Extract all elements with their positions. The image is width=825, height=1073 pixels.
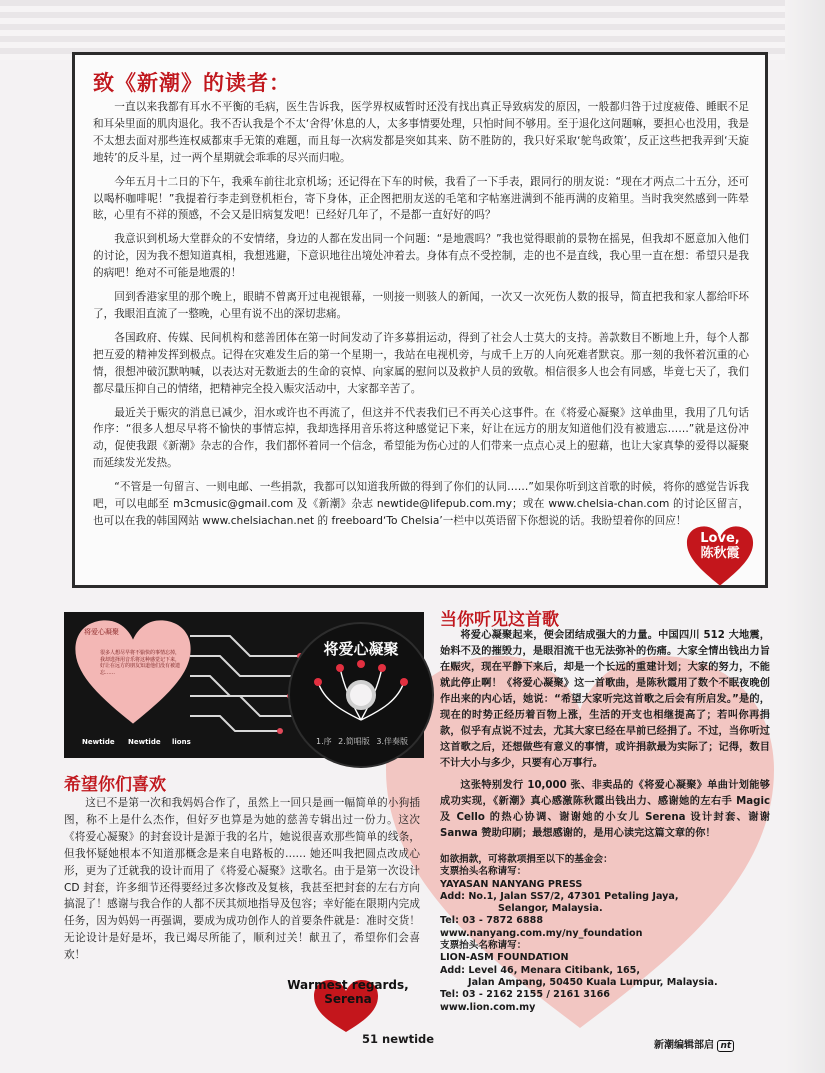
sponsor-logo: lions bbox=[172, 738, 191, 746]
donation-info bbox=[440, 854, 780, 1014]
cd-hole bbox=[346, 680, 376, 710]
letter-signature bbox=[685, 531, 755, 561]
address-line: Add: No.1, Jalan SS7/2, 47301 Petaling Jaya, bbox=[440, 890, 679, 902]
sleeve-label: 将爱心凝聚 bbox=[84, 628, 119, 636]
sleeve-text: 很多人想尽早将不愉快的事情忘掉，我却选择用音乐将这种感觉记下来，好让在远方的朋友知道他们没有被遗忘…… bbox=[100, 650, 181, 676]
cd-track: 1.序 bbox=[315, 737, 332, 746]
cd-track: 3.伴奏版 bbox=[376, 737, 408, 746]
signature-name: Serena bbox=[324, 992, 372, 1006]
right-section-paragraph: 这张特别发行 10,000 张、非卖品的《将爱心凝聚》单曲计划能够成功实现，《新潮》真心感激陈秋霞出钱出力、感谢她的左右手 Magic 及 Cello 的热心协调、谢谢她的小女儿 Serena 设计封套、谢谢 Sanwa 赞助印刷；最想感谢的，是用心读完这篇文章的你！ bbox=[440, 780, 770, 839]
website-link[interactable]: www.lion.com.my bbox=[440, 1001, 536, 1013]
letter-box bbox=[72, 52, 768, 588]
right-section-title: 当你听见这首歌 bbox=[440, 610, 559, 630]
closing-text: 新潮编辑部启 bbox=[654, 1040, 714, 1051]
signature-love: Love, bbox=[700, 531, 740, 546]
letter-paragraph: 今年五月十二日的下午，我乘车前往北京机场；还记得在下车的时候，我看了一下手表，跟同行的朋友说：“现在才两点二十五分，还可以喝杯咖啡呢！”我提着行李走到登机柜台，寄下身体，正企图把朋友送的毛笔和字帖塞进满到不能再满的皮箱里。当时我突然感到一阵晕眩，心里有不祥的预感，不会又是旧病复发吧！已经好几年了，不是都一直好好的吗？ bbox=[93, 175, 749, 222]
letter-paragraph: 各国政府、传媒、民间机构和慈善团体在第一时间发动了许多募捐运动，得到了社会人士莫大的支持。善款数目不断地上升，每个人都把互爱的精神发挥到极点。记得在灾难发生后的第一个星期一，我站在电视机旁，与成千上万的人向死难者默哀。那一刻的我怀着沉重的心情，很想冲破沉默呐喊，以表达对无数逝去的生命的哀悼、向家属的慰问以及救护人员的致敬。相信很多人也会有同感，毕竟七天了，我们都尽量压抑自己的情绪，把精神完全投入赈灾活动中，大家都辛苦了。 bbox=[93, 331, 749, 395]
right-section-paragraph: 将爱心凝聚起来，便会团结成强大的力量。中国四川 512 大地震，始料不及的摧毁力，是眼泪流干也无法弥补的伤痛。大家全情出钱出力旨在赈灾，现在平静下来后，却是一个长远的重建计划；大家的努力，不能就此停止啊！《将爱心凝聚》这一首歌曲，是陈秋霞用了数个不眠夜晚创作出来的内心话，她说：“希望大家听完这首歌之后会有所启发。”是的，现在的时势正经历着百物上涨，生活的开支也相继提高了；若叫你再捐款，似乎有点说不过去，尤其大家已经在早前已经捐了。不过，当你听过这首歌之后，还想做些有意义的事情，或许捐款最为实际了；记得，数目不计大小与多少，只要有心万事行。 bbox=[440, 630, 770, 769]
letter-paragraph: 一直以来我都有耳水不平衡的毛病，医生告诉我，医学界权威暂时还没有找出真正导致病发的原因，一般都归咎于过度疲倦、睡眠不足和耳朵里面的肌肉退化。我不否认我是个不太‘舍得’休息的人，太多事情要处理，只怕时间不够用。至于退化这问题嘛，要担心也没用，我是不太想去面对那些连权威都束手无策的难题，而且每一次病发都是突如其来、防不胜防的，我只好采取‘鸵鸟政策’，反正这些把我弄到‘天旋地转’的反斗星，过一两个星期就会乖乖的尽兴而归啦。 bbox=[93, 101, 749, 164]
letter-paragraph: 最近关于赈灾的消息已减少，泪水或许也不再流了，但这并不代表我们已不再关心这事件。在《将爱心凝聚》这单曲里，我用了几句话作序：“很多人想尽早将不愉快的事情忘掉，我却选择用音乐将这种感觉记下来，好让在远方的朋友知道他们没有被遗忘……”就是这份冲动，促使我跟《新潮》杂志的合作，我们都怀着同一个信念，希望能为伤心过的人们带来一点点心灵上的慰藉，也让大家真挚的爱得以凝聚而延续发光发热。 bbox=[93, 406, 749, 470]
letter-title: 致《新潮》的读者： bbox=[93, 71, 291, 95]
left-section-title: 希望你们喜欢 bbox=[64, 775, 166, 795]
address-line: Jalan Ampang, 50450 Kuala Lumpur, Malaysia. bbox=[468, 976, 718, 988]
telephone: Tel: 03 - 7872 6888 bbox=[440, 915, 543, 927]
left-section-body bbox=[64, 795, 420, 964]
address-line: Add: Level 46, Menara Citibank, 165, bbox=[440, 964, 640, 976]
address-line: Selangor, Malaysia. bbox=[498, 903, 603, 915]
cd-disc bbox=[288, 622, 434, 768]
page-number: 51 newtide bbox=[362, 1032, 435, 1046]
donation-intro: 如欲捐款，可将款项捐至以下的基金会： bbox=[440, 854, 613, 865]
payee-label: 支票抬头名称请写： bbox=[440, 940, 527, 952]
left-section-paragraph: 这已不是第一次和我妈妈合作了，虽然上一回只是画一幅简单的小狗插图，称不上是什么杰作，但好歹也算是为她的慈善专辑出过一份力。这次《将爱心凝聚》的封套设计是源于我的名片，她说很喜欢那些简单的线条，但我怀疑她根本不知道那概念是来自电路板的…… 她还叫我把圆点改成心形，更为了迁就我的设计而用了《将爱心凝聚》这歌名。由于是第一次设计 CD 封套，许多细节还得要经过多次修改及复核，我甚至把封套的左右方向搞混了！感谢与我合作的人都不厌其烦地指导及包容；幸好能在限期内完成任务，因为妈妈一再强调，要成为成功创作人的首要条件就是：准时交货！无论设计是好是坏，我已竭尽所能了，顺利过关！献丑了，希望你们会喜欢！ bbox=[64, 797, 420, 962]
cd-title: 将爱心凝聚 bbox=[323, 640, 399, 658]
payee-label: 支票抬头名称请写： bbox=[440, 866, 527, 878]
letter-paragraph: 回到香港家里的那个晚上，眼睛不曾离开过电视银幕，一则接一则骇人的新闻，一次又一次死伤人数的报导，简直把我和家人都给吓坏了，我眼泪直流了一整晚，心里有说不出的深切悲痛。 bbox=[93, 291, 749, 320]
letter-body bbox=[93, 99, 749, 537]
background-stripes bbox=[0, 0, 825, 60]
telephone: Tel: 03 - 2162 2155 / 2161 3166 bbox=[440, 989, 610, 1001]
sponsor-logo: Newtide bbox=[128, 738, 161, 746]
left-signature bbox=[282, 978, 414, 1006]
closing-credit bbox=[654, 1036, 734, 1051]
newtide-logo-icon: nt bbox=[717, 1040, 734, 1052]
signature-greeting: Warmest regards, bbox=[287, 978, 409, 992]
org-name: YAYASAN NANYANG PRESS bbox=[440, 878, 583, 890]
letter-paragraph: 我意识到机场大堂群众的不安情绪，身边的人都在发出同一个问题：“是地震吗？”我也觉得眼前的景物在摇晃，但我却不愿意加入他们的讨论，因为我不想知道真相，我想逃避，下意识地往出境处冲着去。身体有点不受控制，走的也不是直线，我心里一直在想：希望只是我的病吧！绝对不可能是地震的！ bbox=[93, 233, 749, 280]
signature-name: 陈秋霞 bbox=[700, 546, 740, 561]
page-edge bbox=[785, 0, 825, 1073]
cd-track: 2.简唱版 bbox=[338, 737, 370, 746]
letter-paragraph: “不管是一句留言、一则电邮、一些捐款，我都可以知道我所做的得到了你们的认同……”如果你听到这首歌的时候，将你的感觉告诉我吧，可以电邮至 m3cmusic@gmail.com 及《新潮》杂志 newtide@lifepub.com.my；或在 www.chelsia-chan.com 的讨论区留言，也可以在我的韩国网站 www.chelsiachan.net 的 freeboard‘To Chelsia’一栏中以英语留下你想说的话。我盼望着你的回应！ bbox=[93, 481, 749, 527]
right-section-body bbox=[440, 628, 770, 848]
org-name: LION-ASM FOUNDATION bbox=[440, 952, 569, 964]
cd-track-list bbox=[294, 736, 430, 747]
website-link[interactable]: www.nanyang.com.my/ny_foundation bbox=[440, 927, 643, 939]
sponsor-logo: Newtide bbox=[82, 738, 115, 746]
